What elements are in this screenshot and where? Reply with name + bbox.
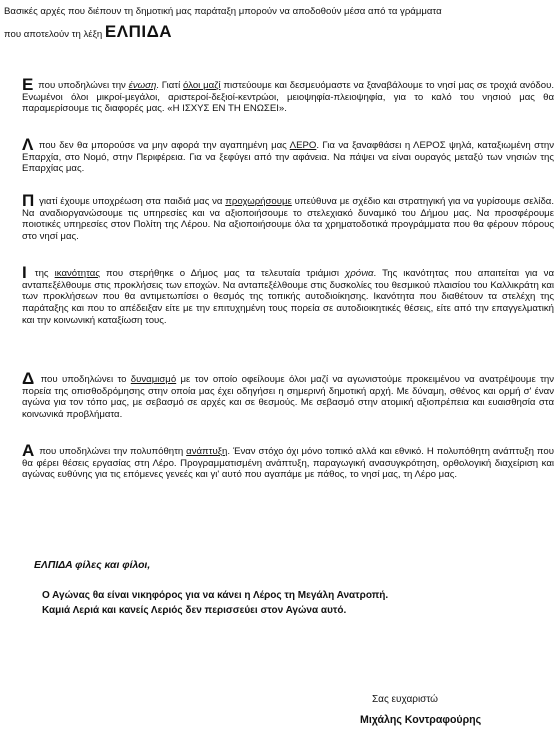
paragraph-d — [22, 369, 555, 421]
paragraph-text: γιατί έχουμε υποχρέωση στα παιδιά μας να — [36, 196, 226, 207]
paragraph-text: που υποδηλώνει την πολυπόθητη — [36, 446, 187, 457]
signature-name: Μιχάλης Κοντραφούρης — [360, 714, 482, 726]
paragraph-text: . Γιατί — [156, 80, 184, 91]
underlined-word: ανάπτυξη — [186, 446, 228, 457]
underlined-word: προχωρήσουμε — [225, 196, 292, 207]
paragraph-e — [22, 75, 554, 115]
paragraph-initial: Λ — [22, 135, 34, 154]
paragraph-l — [22, 135, 554, 175]
paragraph-initial: Δ — [22, 369, 35, 388]
paragraph-initial: Ε — [22, 75, 34, 94]
underlined-word: ένωση — [128, 80, 157, 91]
closing-greeting: ΕΛΠΙΔΑ φίλες και φίλοι, — [34, 560, 151, 571]
closing-line-1: Ο Αγώνας θα είναι νικηφόρος για να κάνει η Λέρος τη Μεγάλη Ανατροπή. — [42, 590, 389, 601]
paragraph-text: που υποδηλώνει την — [35, 80, 129, 91]
closing-line-2: Καμιά Λεριά και κανείς Λεριός δεν περισσεύει στον Αγώνα αυτό. — [42, 605, 347, 616]
paragraph-initial: Α — [22, 441, 35, 460]
underlined-word: όλοι μαζί — [183, 80, 221, 91]
paragraph-p — [22, 191, 554, 243]
paragraph-text: . Της ικανότητας που απαιτείται για να ανταπεξέλθουμε στις προκλήσεις των εποχών. Να ανταπεξέλθουμε στις δυσκολίες του θεσμικού πλαισίου του Καλλικράτη και των προκλήσεων που θα αντιμετωπίσει ο θεσμός της τοπικής αυτοδιοίκησης. Ικανότητα που διαθέτουν τα στελέχη της παράταξης και που το απέδειξαν είτε με την επιτυχημένη τους πορεία σε αυτοδιοικητικές θέσεις, είτε από την επαγγελματική και την κοινωνική καταξίωση τους. — [22, 268, 554, 326]
paragraph-text: υπεύθυνα με σχέδιο και στρατηγική για να γυρίσουμε σελίδα. Να αναδιοργανώσουμε τις υπηρεσίες και να αξιοποιήσουμε το στελεχιακό δυναμικό του Δήμου μας. Να προσφέρουμε ποιοτικές υπηρεσίες στον Πολίτη της Λέρου. Να αξιοποιήσουμε όλα τα χρηματοδοτικά προγράμματα που θα φέρουν πόρους στο νησί μας. — [22, 196, 554, 243]
paragraph-text: που στερήθηκε ο Δήμος μας τα τελευταία τριάμισι — [99, 268, 346, 279]
paragraph-text: με τον οποίο οφείλουμε όλοι μαζί να αγωνιστούμε προκειμένου να ανατρέψουμε την πορεία της οπισθοδρόμησης στην οποία μας έχει οδηγήσει η σημερινή δημοτική αρχή. Με δύναμη, σθένος και ορμή σ' έναν αγώνα για τον τόπο μας, με σεβασμό σε αρχές και σε θεσμούς. Με σεβασμό στην ατομική αξιοπρέπεια και ευαισθησία στα κοινωνικά προβλήματα. — [22, 374, 555, 421]
italic-word: χρόνια — [345, 268, 374, 279]
paragraph-initial: Π — [22, 191, 35, 210]
underlined-word: ΛΕΡΟ — [289, 140, 317, 151]
paragraph-text: . Έναν στόχο όχι μόνο τοπικό αλλά και εθνικό. Η πολυπόθητη ανάπτυξη που θα φέρει θέσεις εργασίας στη Λέρο. Προγραμματισμένη ανάπτυξη, παραγωγική ανασυγκρότηση, ορθολογική διαχείριση και αγώνας ευθύνης για τις επόμενες γενεές και γι' αυτό που αγαπάμε με πάθος, το νησί μας, τη Λέρο μας. — [22, 446, 554, 481]
paragraph-text: πιστεύουμε και δεσμευόμαστε να ξαναβάλουμε το νησί μας σε τροχιά ανόδου. Ενωμένοι όλοι μικροί-μεγάλοι, αριστεροί-δεξιοί-κεντρώοι, μειοψηφία-πλειοψηφία, για το καλό του νησιού μας θα παραμερίσουμε τις διαφορές μας. «Η ΙΣΧΥΣ ΕΝ ΤΗ ΕΝΩΣΕΙ». — [22, 80, 554, 115]
paragraph-text: της — [28, 268, 55, 279]
closing-lines — [42, 588, 542, 618]
paragraph-a — [22, 441, 554, 481]
underlined-word: ικανότητας — [54, 268, 100, 279]
paragraph-text: . Για να ξαναφθάσει η ΛΕΡΟΣ ψηλά, καταξιωμένη στην Επαρχία, στο Νομό, στην Περιφέρεια. Για να ξεφύγει από την αφάνεια. Να πάψει να είναι ουραγός μεταξύ των νησιών της Επαρχίας μας. — [22, 140, 554, 175]
intro-line-b: που αποτελούν τη λέξη — [4, 29, 103, 41]
paragraph-initial: Ι — [22, 263, 27, 282]
underlined-word: δυναμισμό — [130, 374, 177, 385]
paragraph-i — [22, 263, 554, 327]
intro-line-a: Βασικές αρχές που διέπουν τη δημοτική μας παράταξη μπορούν να αποδοθούν μέσα από τα γράμματα — [4, 6, 442, 17]
intro-text — [4, 5, 556, 45]
intro-word: ΕΛΠΙΔΑ — [104, 22, 173, 42]
signature-thanks: Σας ευχαριστώ — [372, 694, 438, 705]
paragraph-text: που δεν θα μπορούσε να μην αφορά την αγαπημένη μας — [35, 140, 290, 151]
paragraph-text: που υποδηλώνει το — [36, 374, 131, 385]
